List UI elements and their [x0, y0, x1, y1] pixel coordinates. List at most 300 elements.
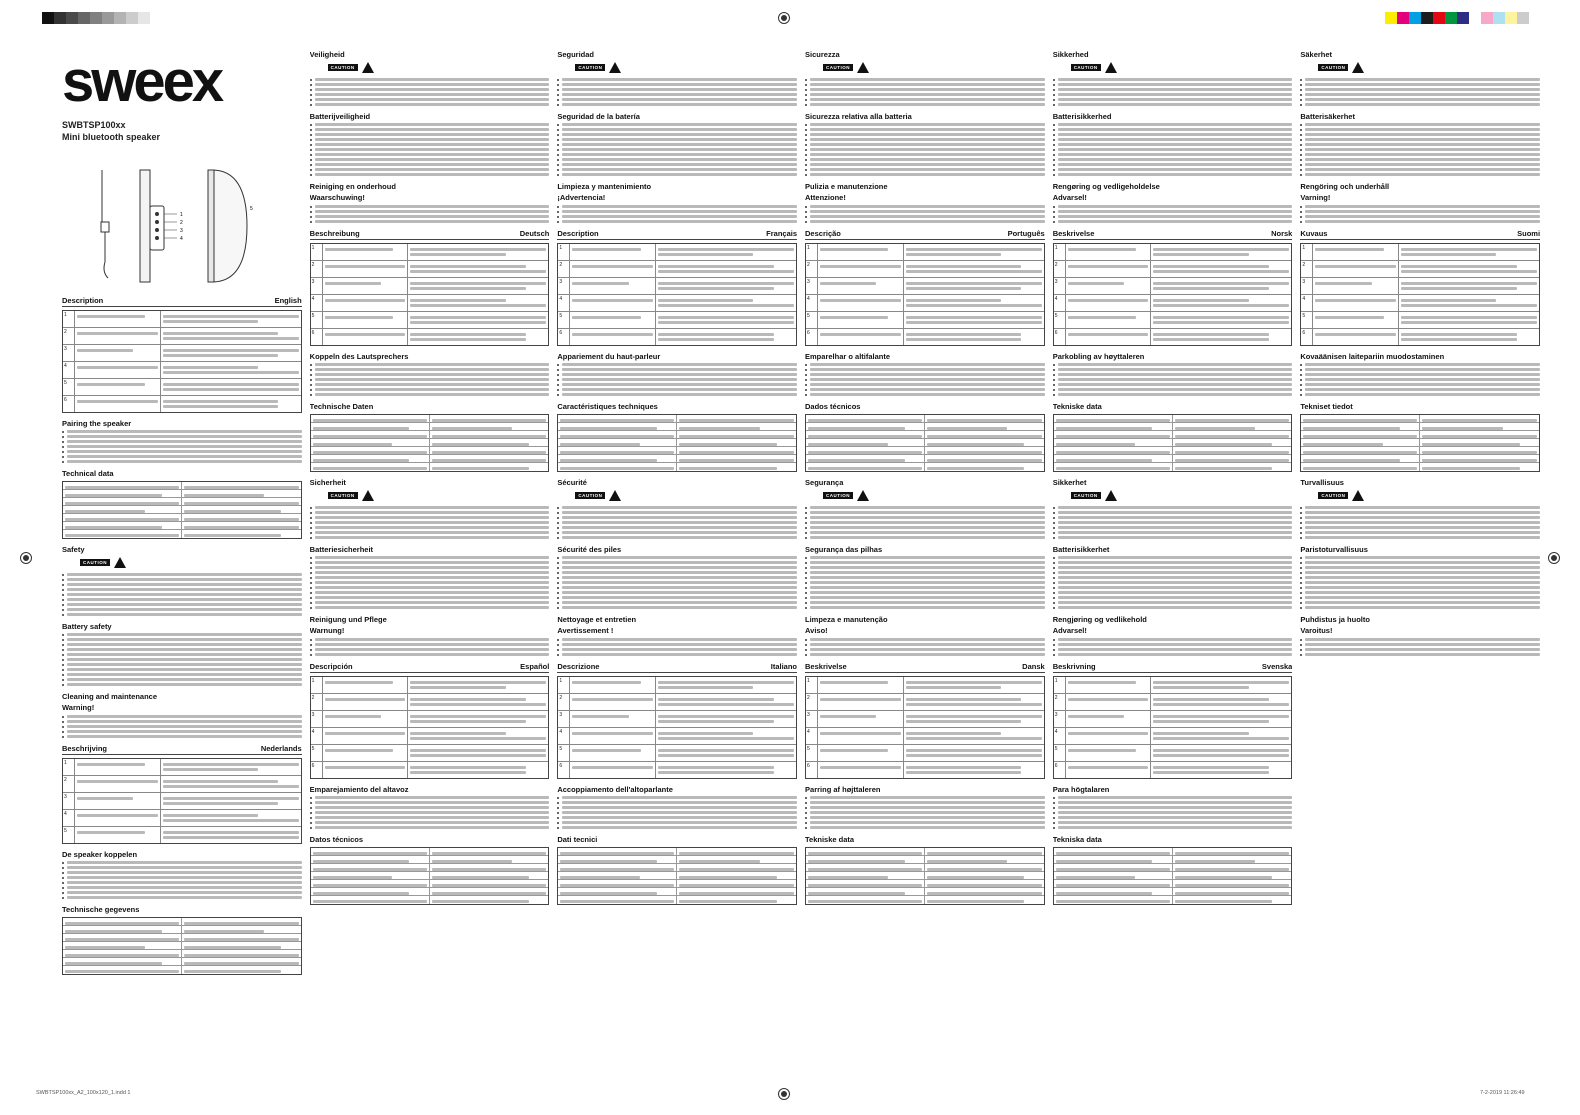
body-text-line — [432, 419, 547, 422]
body-text-line — [906, 732, 1001, 735]
body-text-line — [658, 282, 794, 285]
body-text-line — [572, 248, 640, 251]
bullet-item — [557, 571, 797, 574]
bullet-item — [805, 128, 1045, 131]
technical-data-table — [1053, 414, 1293, 472]
bullet-item — [805, 648, 1045, 651]
caution-sign — [1318, 62, 1540, 73]
bullet-item — [557, 821, 797, 824]
body-text-line — [1058, 220, 1293, 223]
body-text-line — [432, 892, 547, 895]
body-text-line — [67, 673, 302, 676]
body-text-line — [808, 876, 888, 879]
table-row — [558, 856, 796, 864]
bullet-item — [310, 576, 550, 579]
bullet-item — [1300, 526, 1540, 529]
body-text-line — [410, 749, 546, 752]
bullet-item — [310, 643, 550, 646]
body-text-line — [432, 900, 530, 903]
table-row — [558, 423, 796, 431]
bullet-item — [805, 596, 1045, 599]
body-text-line — [1305, 601, 1540, 604]
bullet-item — [1053, 383, 1293, 386]
svg-text:4: 4 — [180, 236, 183, 242]
body-text-line — [562, 506, 797, 509]
bullet-item — [310, 536, 550, 539]
body-text-line — [184, 494, 264, 497]
body-text-line — [77, 349, 133, 352]
body-text-line — [313, 467, 427, 470]
body-text-line — [810, 148, 1045, 151]
body-text-line — [67, 588, 302, 591]
caution-label: CAUTION — [1071, 492, 1101, 499]
body-text-line — [820, 698, 901, 701]
table-row — [558, 463, 796, 471]
body-text-line — [810, 826, 1045, 829]
body-text-line — [313, 892, 410, 895]
section-safety: Safety — [62, 545, 85, 554]
body-text-line — [906, 338, 1022, 341]
calibration-swatch — [1517, 12, 1529, 24]
table-row — [63, 966, 301, 974]
body-text-line — [1175, 459, 1290, 462]
body-text-line — [906, 253, 1001, 256]
bullet-item — [1053, 393, 1293, 396]
bullet-item — [62, 735, 302, 738]
brand-logo: sweex — [62, 50, 222, 114]
body-text-line — [1153, 270, 1289, 273]
bullet-item — [557, 806, 797, 809]
body-text-line — [67, 578, 302, 581]
body-text-line — [65, 946, 145, 949]
section-pairing: Parring af højttaleren — [805, 785, 881, 794]
bullet-item — [557, 516, 797, 519]
body-text-line — [315, 536, 550, 539]
body-text-line — [810, 556, 1045, 559]
body-text-line — [67, 861, 302, 864]
body-text-line — [1058, 158, 1293, 161]
body-text-line — [1401, 321, 1537, 324]
body-text-line — [560, 443, 640, 446]
body-text-line — [1315, 265, 1396, 268]
body-text-line — [315, 138, 550, 141]
table-row — [63, 958, 301, 966]
bullet-item — [310, 83, 550, 86]
table-row: 5 — [1054, 745, 1292, 762]
body-text-line — [313, 419, 427, 422]
bullet-item — [1300, 596, 1540, 599]
bullet-item — [557, 83, 797, 86]
warning-label: Varning! — [1300, 193, 1331, 202]
table-row — [558, 439, 796, 447]
bullet-item — [557, 158, 797, 161]
body-text-line — [1401, 265, 1517, 268]
table-row: 2 — [63, 328, 301, 345]
body-text-line — [572, 698, 653, 701]
body-text-line — [1305, 363, 1540, 366]
body-text-line — [679, 860, 759, 863]
body-text-line — [560, 435, 674, 438]
body-text-line — [562, 516, 797, 519]
description-table — [1053, 243, 1293, 346]
bullet-item — [557, 648, 797, 651]
body-text-line — [65, 970, 179, 973]
section-cleaning: Pulizia e manutenzione — [805, 182, 888, 191]
table-row — [1054, 423, 1292, 431]
body-text-line — [810, 378, 1045, 381]
body-text-line — [1058, 378, 1293, 381]
section-cleaning: Limpeza e manutenção — [805, 615, 888, 624]
body-text-line — [410, 737, 546, 740]
technical-data-table — [1053, 847, 1293, 905]
bullet-item — [310, 561, 550, 564]
bullet-item — [1053, 168, 1293, 171]
language-label: Norsk — [1271, 229, 1293, 238]
body-text-line — [1058, 816, 1293, 819]
body-text-line — [315, 638, 550, 641]
body-text-line — [808, 467, 922, 470]
body-text-line — [315, 205, 550, 208]
caution-sign — [1071, 490, 1293, 501]
warning-triangle-icon — [1105, 490, 1117, 501]
bullet-item — [1300, 393, 1540, 396]
body-text-line — [65, 518, 179, 521]
table-row: 3 — [1301, 278, 1539, 295]
body-text-line — [1175, 451, 1290, 454]
body-text-line — [1303, 427, 1400, 430]
body-text-line — [927, 868, 1042, 871]
body-text-line — [315, 596, 550, 599]
table-row: 5 — [311, 745, 549, 762]
table-row — [558, 447, 796, 455]
body-text-line — [410, 287, 526, 290]
body-text-line — [313, 876, 393, 879]
body-text-line — [810, 648, 1045, 651]
table-row: 6 — [1054, 329, 1292, 345]
body-text-line — [1058, 205, 1293, 208]
body-text-line — [315, 526, 550, 529]
body-text-line — [658, 749, 794, 752]
body-text-line — [1058, 388, 1293, 391]
bullet-item — [1053, 581, 1293, 584]
body-text-line — [1305, 98, 1540, 101]
body-text-line — [77, 797, 133, 800]
body-text-line — [572, 681, 640, 684]
bullet-item — [557, 801, 797, 804]
body-text-line — [315, 143, 550, 146]
body-text-line — [67, 440, 302, 443]
body-text-line — [1305, 506, 1540, 509]
body-text-line — [562, 388, 797, 391]
body-text-line — [808, 892, 905, 895]
body-text-line — [315, 393, 550, 396]
body-text-line — [315, 173, 550, 176]
bullet-item — [310, 128, 550, 131]
body-text-line — [432, 435, 547, 438]
body-text-line — [1068, 265, 1149, 268]
body-text-line — [1303, 451, 1417, 454]
bullet-item — [1053, 158, 1293, 161]
body-text-line — [1305, 205, 1540, 208]
bullet-item — [310, 586, 550, 589]
body-text-line — [1153, 754, 1289, 757]
body-text-line — [313, 860, 410, 863]
table-row: 6 — [558, 329, 796, 345]
body-text-line — [560, 459, 657, 462]
section-pairing: Pairing the speaker — [62, 419, 132, 428]
warning-triangle-icon — [1352, 490, 1364, 501]
table-row — [806, 423, 1044, 431]
language-label: Italiano — [770, 662, 798, 671]
body-text-line — [1058, 596, 1293, 599]
body-text-line — [315, 215, 550, 218]
body-text-line — [810, 133, 1045, 136]
body-text-line — [810, 511, 1045, 514]
body-text-line — [562, 205, 797, 208]
body-text-line — [1068, 698, 1149, 701]
warning-triangle-icon — [114, 557, 126, 568]
language-label: Deutsch — [519, 229, 550, 238]
body-text-line — [810, 796, 1045, 799]
body-text-line — [1305, 133, 1540, 136]
body-text-line — [810, 368, 1045, 371]
table-row — [558, 455, 796, 463]
body-text-line — [315, 601, 550, 604]
section-battery-safety: Battery safety — [62, 622, 112, 631]
body-text-line — [1305, 148, 1540, 151]
body-text-line — [1305, 88, 1540, 91]
section-cleaning: Rengjøring og vedlikehold — [1052, 615, 1147, 624]
table-row — [1054, 864, 1292, 872]
bullet-item — [1053, 566, 1293, 569]
bullet-item — [1053, 806, 1293, 809]
caution-sign — [575, 62, 797, 73]
calibration-swatch — [1541, 12, 1553, 24]
body-text-line — [410, 732, 505, 735]
body-text-line — [1303, 419, 1417, 422]
body-text-line — [184, 518, 299, 521]
body-text-line — [1056, 860, 1153, 863]
bullet-item — [557, 561, 797, 564]
body-text-line — [572, 265, 653, 268]
bullet-item — [62, 871, 302, 874]
body-text-line — [1058, 148, 1293, 151]
calibration-swatch — [114, 12, 126, 24]
body-text-line — [1058, 153, 1293, 156]
table-row: 4 — [63, 810, 301, 827]
body-text-line — [562, 93, 797, 96]
body-text-line — [1153, 282, 1289, 285]
section-battery-safety: Sicurezza relativa alla batteria — [805, 112, 912, 121]
bullet-item — [1300, 138, 1540, 141]
table-row — [1054, 455, 1292, 463]
caution-sign — [328, 490, 550, 501]
table-row: 5 — [63, 827, 301, 843]
body-text-line — [67, 593, 302, 596]
body-text-line — [184, 502, 299, 505]
bullet-item — [557, 98, 797, 101]
body-text-line — [315, 511, 550, 514]
section-description: Beschrijving — [62, 744, 108, 753]
bullet-item — [1300, 368, 1540, 371]
body-text-line — [572, 715, 628, 718]
body-text-line — [315, 811, 550, 814]
body-text-line — [810, 143, 1045, 146]
body-text-line — [658, 686, 753, 689]
body-text-line — [1058, 78, 1293, 81]
bullet-item — [1300, 173, 1540, 176]
calibration-swatch — [1385, 12, 1397, 24]
body-text-line — [67, 730, 302, 733]
bullet-item — [1300, 128, 1540, 131]
bullet-item — [62, 861, 302, 864]
description-table — [1053, 676, 1293, 779]
bullet-item — [805, 215, 1045, 218]
table-row: 5 — [311, 312, 549, 329]
technical-data-table — [62, 917, 302, 975]
calibration-bar-grayscale — [42, 12, 162, 24]
bullet-item — [62, 891, 302, 894]
body-text-line — [658, 287, 774, 290]
bullet-item — [1300, 586, 1540, 589]
body-text-line — [1401, 253, 1496, 256]
body-text-line — [562, 210, 797, 213]
body-text-line — [432, 459, 547, 462]
body-text-line — [562, 378, 797, 381]
body-text-line — [184, 486, 299, 489]
bullet-item — [805, 88, 1045, 91]
table-row: 4 — [1301, 295, 1539, 312]
bullet-item — [310, 516, 550, 519]
section-pairing: Koppeln des Lautsprechers — [309, 352, 409, 361]
body-text-line — [184, 922, 299, 925]
bullet-item — [310, 373, 550, 376]
body-text-line — [1175, 852, 1290, 855]
body-text-line — [1305, 516, 1540, 519]
body-text-line — [1058, 506, 1293, 509]
body-text-line — [313, 459, 410, 462]
calibration-swatch — [1409, 12, 1421, 24]
body-text-line — [810, 801, 1045, 804]
body-text-line — [315, 153, 550, 156]
bullet-item — [1300, 148, 1540, 151]
body-text-line — [810, 806, 1045, 809]
body-text-line — [1305, 586, 1540, 589]
language-label: Dansk — [1022, 662, 1045, 671]
bullet-item — [1300, 516, 1540, 519]
body-text-line — [810, 531, 1045, 534]
body-text-line — [1058, 581, 1293, 584]
body-text-line — [810, 526, 1045, 529]
calibration-swatch — [1469, 12, 1481, 24]
bullet-item — [805, 576, 1045, 579]
body-text-line — [67, 725, 302, 728]
calibration-swatch — [1493, 12, 1505, 24]
body-text-line — [184, 962, 299, 965]
body-text-line — [658, 720, 774, 723]
body-text-line — [315, 531, 550, 534]
body-text-line — [1056, 443, 1136, 446]
body-text-line — [810, 173, 1045, 176]
caution-label: CAUTION — [575, 492, 605, 499]
bullet-item — [557, 606, 797, 609]
bullet-item — [310, 591, 550, 594]
language-label: Suomi — [1517, 229, 1541, 238]
body-text-line — [1058, 93, 1293, 96]
bullet-item — [1053, 521, 1293, 524]
language-label: English — [274, 296, 302, 305]
bullet-item — [805, 653, 1045, 656]
section-battery-safety: Batteriesicherheit — [309, 545, 374, 554]
warning-label: Aviso! — [805, 626, 828, 635]
body-text-line — [410, 316, 546, 319]
body-text-line — [1175, 868, 1290, 871]
bullet-item — [805, 526, 1045, 529]
body-text-line — [163, 785, 299, 788]
body-text-line — [325, 299, 406, 302]
bullet-item — [310, 143, 550, 146]
body-text-line — [67, 891, 302, 894]
table-row — [1301, 463, 1539, 471]
table-row: 2 — [558, 261, 796, 278]
body-text-line — [562, 816, 797, 819]
calibration-swatch — [150, 12, 162, 24]
body-text-line — [810, 153, 1045, 156]
body-text-line — [163, 320, 258, 323]
table-row: 5 — [558, 745, 796, 762]
table-row — [63, 918, 301, 926]
bullet-item — [805, 220, 1045, 223]
speaker-illustration — [62, 150, 302, 290]
body-text-line — [1305, 591, 1540, 594]
body-text-line — [65, 526, 162, 529]
table-row — [1301, 455, 1539, 463]
body-text-line — [1068, 248, 1136, 251]
body-text-line — [65, 486, 179, 489]
body-text-line — [679, 451, 794, 454]
table-row: 6 — [558, 762, 796, 778]
body-text-line — [562, 88, 797, 91]
body-text-line — [315, 591, 550, 594]
table-row: 4 — [63, 362, 301, 379]
technical-data-table — [557, 847, 797, 905]
section-technical-data: Dados técnicos — [805, 402, 861, 411]
body-text-line — [679, 419, 794, 422]
bullet-item — [62, 668, 302, 671]
body-text-line — [562, 521, 797, 524]
body-text-line — [1068, 715, 1124, 718]
body-text-line — [184, 534, 282, 537]
body-text-line — [572, 749, 640, 752]
bullet-item — [310, 511, 550, 514]
body-text-line — [1058, 821, 1293, 824]
body-text-line — [410, 715, 546, 718]
body-text-line — [1056, 467, 1170, 470]
bullet-item — [1053, 363, 1293, 366]
body-text-line — [906, 299, 1001, 302]
body-text-line — [315, 103, 550, 106]
section-pairing: Parkobling av høyttaleren — [1052, 352, 1145, 361]
body-text-line — [67, 643, 302, 646]
bullet-item — [557, 601, 797, 604]
description-table — [310, 676, 550, 779]
body-text-line — [65, 502, 179, 505]
table-row — [806, 864, 1044, 872]
warning-label: Waarschuwing! — [309, 193, 365, 202]
body-text-line — [163, 819, 299, 822]
body-text-line — [562, 153, 797, 156]
bullet-item — [805, 601, 1045, 604]
